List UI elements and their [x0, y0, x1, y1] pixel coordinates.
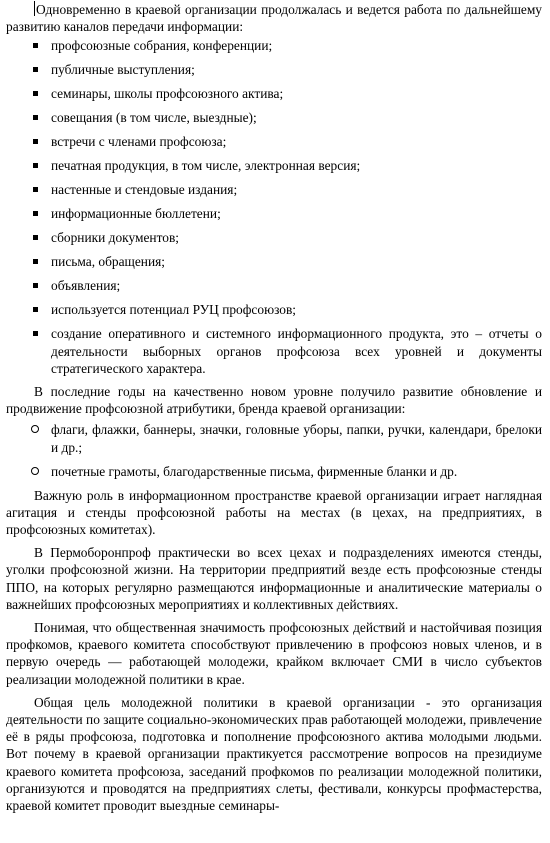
circle-bullet-icon	[31, 425, 39, 433]
list-item: информационные бюллетени;	[6, 205, 542, 222]
square-bullet-icon	[33, 67, 38, 72]
list-item: флаги, флажки, баннеры, значки, головные уборы, папки, ручки, календари, брелоки и др.;	[6, 421, 542, 455]
list-item: семинары, школы профсоюзного актива;	[6, 85, 542, 102]
list-item: встречи с членами профсоюза;	[6, 133, 542, 150]
square-bullet-icon	[33, 283, 38, 288]
square-bullet-icon	[33, 235, 38, 240]
intro-paragraph	[6, 1, 542, 35]
permoboronprof-paragraph: В Пермоборонпроф практически во всех цехах и подразделениях имеются стенды, уголки профсоюзной жизни. На территории предприятий везде есть профсоюзные стенды ППО, на которых регулярно размещаются информационные и аналитические материалы о важнейших профсоюзных мероприятиях и коллективных действиях.	[6, 545, 542, 612]
list-item: сборники документов;	[6, 229, 542, 246]
list-item: почетные грамоты, благодарственные письма, фирменные бланки и др.	[6, 463, 542, 480]
square-bullet-icon	[33, 187, 38, 192]
square-bullet-icon	[33, 91, 38, 96]
square-bullet-icon	[33, 163, 38, 168]
square-bullet-icon	[33, 211, 38, 216]
square-bullet-icon	[33, 139, 38, 144]
youth-policy-paragraph: Общая цель молодежной политики в краевой организации - это организация деятельности по защите социально-экономических прав работающей молодежи, привлечение её в ряды профсоюза, подготовка и пополнение профсоюзного актива молодыми людьми. Вот почему в краевой организации практикуется рассмотрение вопросов на президиуме краевого комитета профсоюза, заседаний профкомов по реализации молодежной политики, организуются и проводятся на предприятиях слеты, фестивали, конкурсы профмастерства, краевой комитет проводит выездные семинары-	[6, 694, 542, 814]
list-item: используется потенциал РУЦ профсоюзов;	[6, 301, 542, 318]
intro-text: Одновременно в краевой организации продолжалась и ведется работа по дальнейшему развитию каналов передачи информации:	[6, 2, 542, 35]
list-item: печатная продукция, в том числе, электронная версия;	[6, 157, 542, 174]
circle-bullet-icon	[31, 467, 39, 475]
square-bullet-icon	[33, 307, 38, 312]
square-bullet-icon	[33, 259, 38, 264]
attributes-list	[6, 421, 542, 479]
square-bullet-icon	[33, 43, 38, 48]
document-page	[6, 1, 542, 814]
square-bullet-icon	[33, 331, 38, 336]
list-item: публичные выступления;	[6, 61, 542, 78]
agitation-paragraph: Важную роль в информационном пространстве краевой организации играет наглядная агитация и стенды профсоюзной работы на местах (в цехах, на предприятиях, в профсоюзных комитетах).	[6, 487, 542, 538]
square-bullet-icon	[33, 115, 38, 120]
channels-list	[6, 37, 542, 377]
list-item: профсоюзные собрания, конференции;	[6, 37, 542, 54]
text-cursor	[34, 1, 35, 16]
list-item: настенные и стендовые издания;	[6, 181, 542, 198]
significance-paragraph: Понимая, что общественная значимость профсоюзных действий и настойчивая позиция профкомов, краевого комитета способствуют привлечению в профсоюз новых членов, и в первую очередь — работающей молодежи, крайком включает СМИ в число субъектов реализации молодежной политики в крае.	[6, 620, 542, 687]
attributes-paragraph: В последние годы на качественно новом уровне получило развитие обновление и продвижение профсоюзной атрибутики, бренда краевой организации:	[6, 384, 542, 417]
list-item: создание оперативного и системного информационного продукта, это – отчеты о деятельности выборных органов профсоюза всех уровней и документы стратегического характера.	[6, 325, 542, 377]
list-item: объявления;	[6, 277, 542, 294]
list-item: письма, обращения;	[6, 253, 542, 270]
list-item: совещания (в том числе, выездные);	[6, 109, 542, 126]
